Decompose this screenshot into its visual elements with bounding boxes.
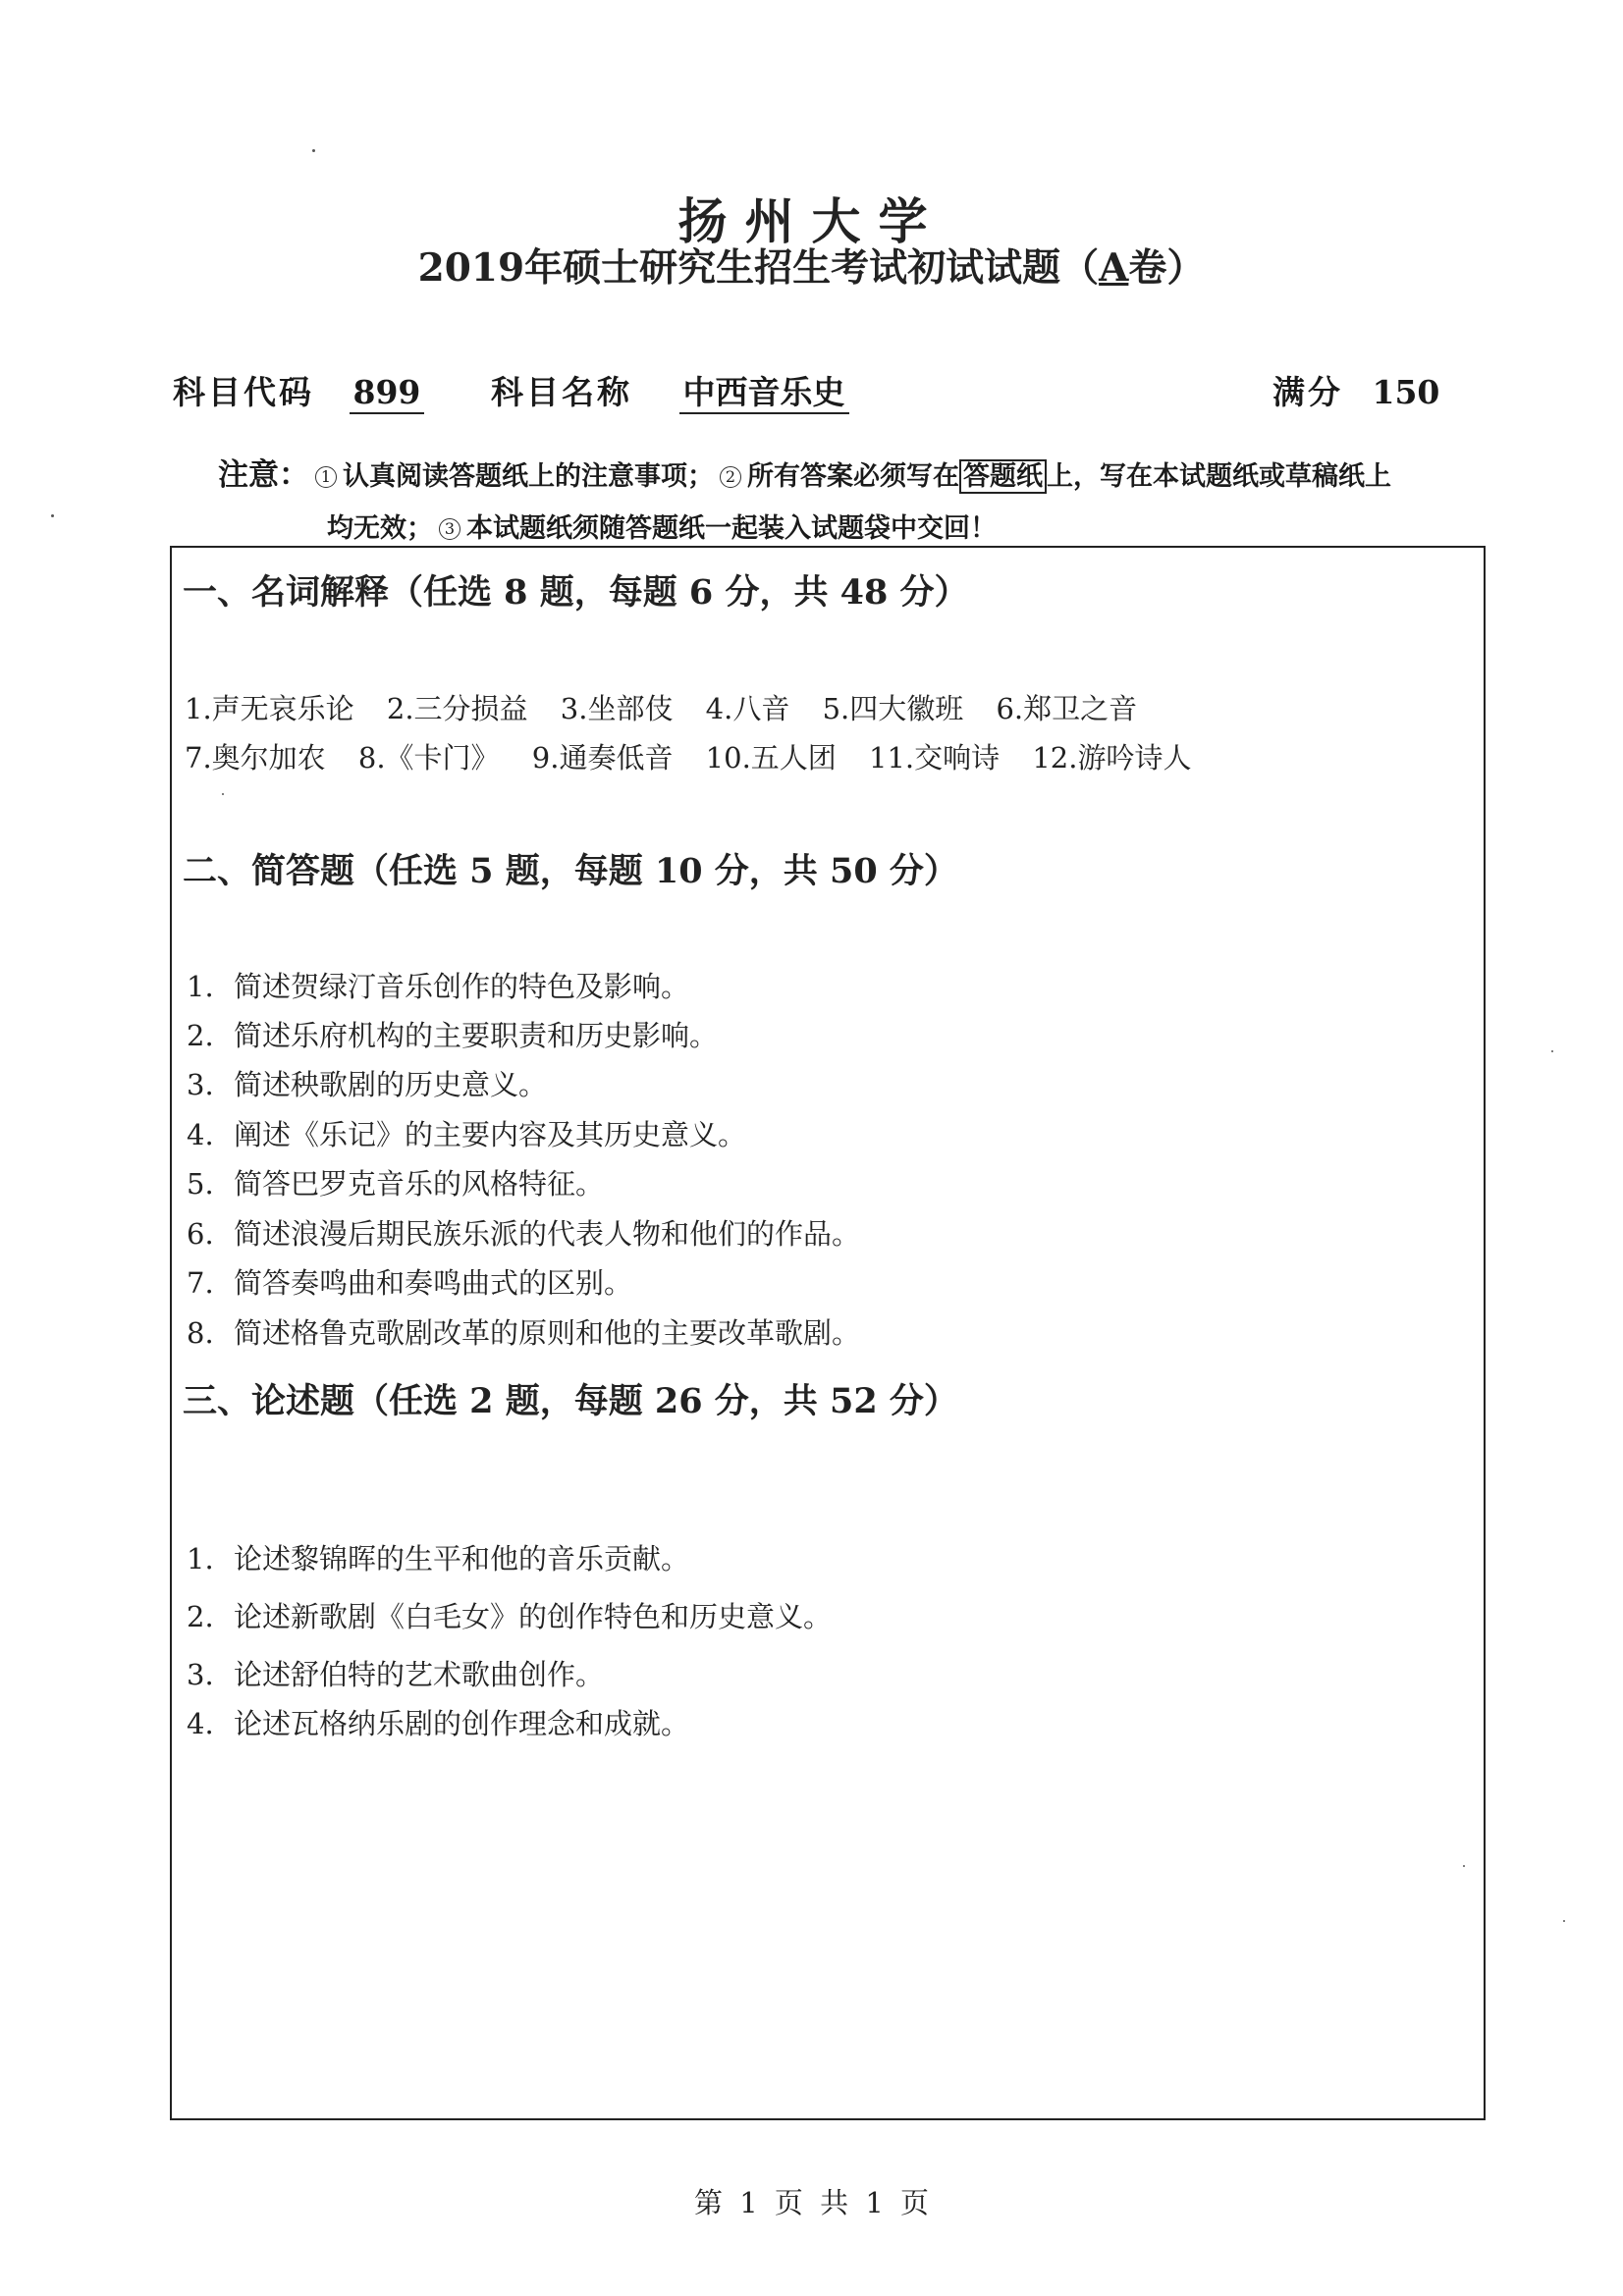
notice-item-2-after: 上，写在本试题纸或草稿纸上 [1047,461,1391,492]
subject-code-group [173,367,424,414]
scan-speck [312,149,315,152]
essay-question: 3. 论述舒伯特的艺术歌曲创作。 [187,1658,605,1691]
subject-name-group [491,367,849,414]
exam-title-prefix: 2019年硕士研究生招生考试初试试题（ [417,245,1100,291]
subject-code-value: 899 [350,373,425,414]
scan-speck [1563,1920,1565,1922]
notice-label: 注意： [218,457,309,493]
circled-number-icon: 2 [720,466,741,488]
term-item: 7.奥尔加农 [185,741,326,774]
notice-line-2 [327,507,997,545]
term-item: 5.四大徽班 [822,692,964,725]
notice-item-2-before: 所有答案必须写在 [747,461,959,492]
short-answer-question: 1. 简述贺绿汀音乐创作的特色及影响。 [187,970,690,1003]
term-item: 10.五人团 [705,741,837,774]
term-item: 12.游吟诗人 [1032,741,1192,774]
scan-speck [1463,1865,1465,1867]
notice-item-2-cont: 均无效； [327,513,433,544]
notice-line-1 [218,450,1391,494]
short-answer-question: 8. 简述格鲁克歌剧改革的原则和他的主要改革歌剧。 [187,1316,861,1350]
subject-code-label: 科目代码 [173,373,314,411]
short-answer-question: 5. 简答巴罗克音乐的风格特征。 [187,1167,605,1201]
short-answer-question: 4. 阐述《乐记》的主要内容及其历史意义。 [187,1118,747,1151]
short-answer-question: 3. 简述秧歌剧的历史意义。 [187,1068,548,1101]
short-answer-question: 6. 简述浪漫后期民族乐派的代表人物和他们的作品。 [187,1217,861,1251]
section-3-heading: 三、论述题（任选 2 题，每题 26 分，共 52 分） [183,1381,958,1421]
notice-item-3: 本试题纸须随答题纸一起装入试题袋中交回！ [466,513,997,544]
term-item: 8.《卡门》 [357,741,500,774]
term-item: 6.郑卫之音 [996,692,1138,725]
exam-title [0,238,1623,293]
term-item: 11.交响诗 [869,741,1001,774]
section-1-heading: 一、名词解释（任选 8 题，每题 6 分，共 48 分） [183,572,969,613]
term-item: 4.八音 [705,692,790,725]
section-2-heading: 二、简答题（任选 5 题，每题 10 分，共 50 分） [183,851,958,891]
subject-name-value: 中西音乐史 [679,373,849,414]
notice-item-1: 认真阅读答题纸上的注意事项； [343,461,714,492]
term-item: 9.通奏低音 [531,741,674,774]
scan-speck [1551,1050,1553,1052]
terms-row-2 [185,736,1215,776]
circled-number-icon: 1 [315,466,337,488]
university-title: 扬州大学 [677,192,946,250]
short-answer-question: 7. 简答奏鸣曲和奏鸣曲式的区别。 [187,1266,633,1300]
terms-row-1 [185,687,1161,727]
page-number: 第 1 页 共 1 页 [694,2186,929,2219]
essay-question: 1. 论述黎锦晖的生平和他的音乐贡献。 [187,1542,690,1575]
exam-title-suffix: 卷） [1128,245,1206,291]
short-answer-question: 2. 简述乐府机构的主要职责和历史影响。 [187,1019,719,1052]
full-score-group [1272,367,1439,413]
essay-question: 2. 论述新歌剧《白毛女》的创作特色和历史意义。 [187,1600,833,1633]
circled-number-icon: 3 [439,518,460,540]
full-score-value: 150 [1372,373,1440,411]
term-item: 1.声无哀乐论 [185,692,354,725]
essay-question: 4. 论述瓦格纳乐剧的创作理念和成就。 [187,1707,690,1740]
term-item: 2.三分损益 [386,692,528,725]
scan-speck [222,793,224,795]
full-score-label: 满分 [1272,373,1343,411]
answer-sheet-boxed-text: 答题纸 [959,459,1047,494]
paper-version: A [1099,245,1129,291]
scan-speck [51,514,54,517]
subject-name-label: 科目名称 [491,373,632,411]
term-item: 3.坐部伎 [560,692,674,725]
